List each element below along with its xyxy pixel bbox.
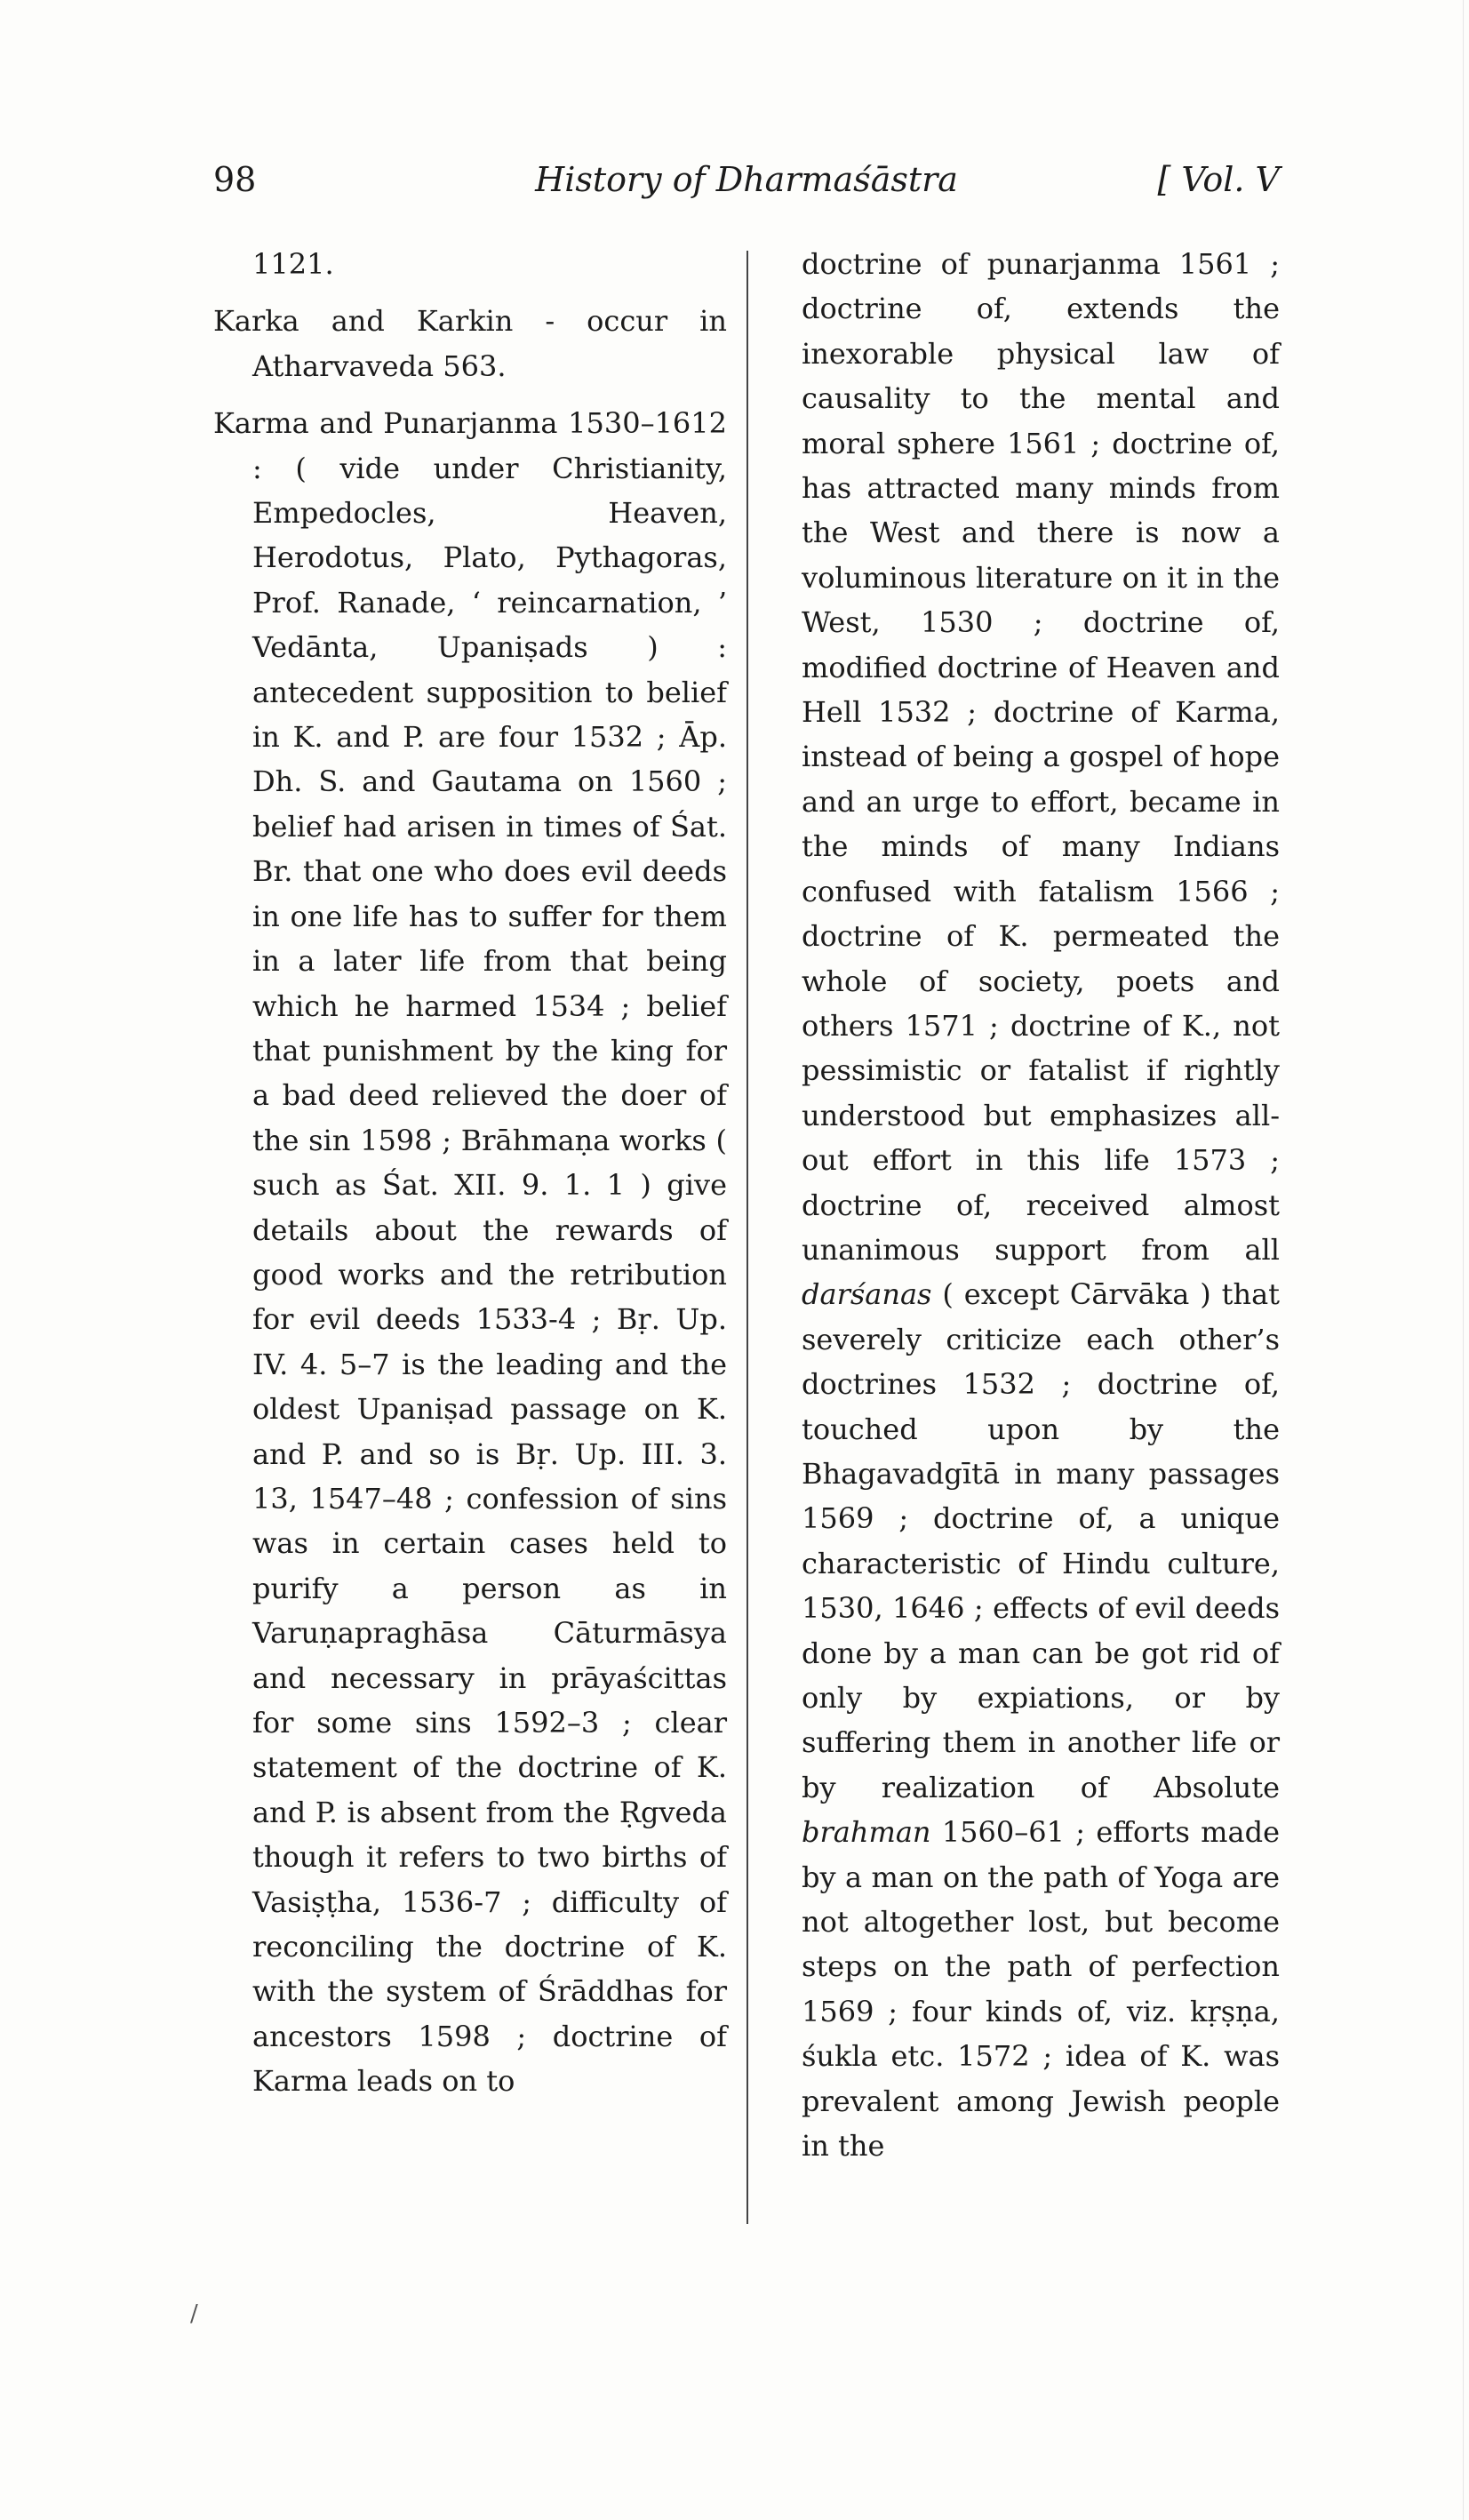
left-column xyxy=(213,242,727,2116)
right-column-text xyxy=(802,242,1280,2168)
right-column xyxy=(802,242,1280,2168)
text-segment: 1560–61 ; efforts made by a man on the path of Yoga are not altogether lost, but become steps on the path of perfection 1569 ; four kinds of, viz. kṛṣṇa, śukla etc. 1572 ; idea of K. was prevalent among Jewish people in the xyxy=(802,1815,1281,2164)
text-segment: doctrine of punarjanma 1561 ; doctrine of, extends the inexorable physical law of causality to the mental and moral sphere 1561 ; doctrine of, has attracted many minds from the West and there is now a voluminous literature on it in the West, 1530 ; doctrine of, modified doctrine of Heaven and Hell 1532 ; doctrine of Karma, instead of being a gospel of hope and an urge to effort, became in the minds of many Indians confused with fatalism 1566 ; doctrine of K. permeated the whole of society, poets and others 1571 ; doctrine of K., not pessimistic or fatalist if rightly understood but emphasizes all-out effort in this life 1573 ; doctrine of, received almost unanimous support from all xyxy=(802,247,1280,1267)
volume-label: [ Vol. V xyxy=(1157,160,1280,199)
running-title: History of Dharmaśāstra xyxy=(535,160,958,199)
italic-term-darsanas: darśanas xyxy=(802,1277,932,1312)
index-entry-karka: Karka and Karkin - occur in Atharvaveda 563. xyxy=(213,304,727,383)
continued-number: 1121. xyxy=(252,247,334,281)
column-divider xyxy=(746,251,748,2224)
stray-mark: / xyxy=(190,2300,198,2327)
page-edge-rule xyxy=(1463,0,1464,2520)
index-entry-karma-punarjanma: Karma and Punarjanma 1530–1612 : ( vide under Christianity, Empedocles, Heaven, Herodotus, Plato, Pythagoras, Prof. Ranade, ‘ reincarnation, ’ Vedānta, Upaniṣads ) : antecedent supposition to belief in K. and P. are four 1532 ; Āp. Dh. S. and Gautama on 1560 ; belief had arisen in times of Śat. Br. that one who does evil deeds in one life has to suffer for them in a later life from that being which he harmed 1534 ; belief that punishment by the king for a bad deed relieved the doer of the sin 1598 ; Brāhmaṇa works ( such as Śat. XII. 9. 1. 1 ) give details about the rewards of good works and the retribution for evil deeds 1533-4 ; Bṛ. Up. IV. 4. 5–7 is the leading and the oldest Upaniṣad passage on K. and P. and so is Bṛ. Up. III. 3. 13, 1547–48 ; confession of sins was in certain cases held to purify a person as in Varuṇapraghāsa Cāturmāsya and necessary in prāyaścittas for some sins 1592–3 ; clear statement of the doctrine of K. and P. is absent from the Ṛgveda though it refers to two births of Vasiṣṭha, 1536-7 ; difficulty of reconciling the doctrine of K. with the system of Śrāddhas for ancestors 1598 ; doctrine of Karma leads on to xyxy=(213,406,727,2099)
page-header xyxy=(213,160,1280,213)
page-number: 98 xyxy=(213,160,257,199)
text-segment: ( except Cārvāka ) that severely criticize each other’s doctrines 1532 ; doctrine of, touched upon by the Bhagavadgītā in many passages 1569 ; doctrine of, a unique characteristic of Hindu culture, 1530, 1646 ; effects of evil deeds done by a man can be got rid of only by expiations, or by suffering them in another life or by realization of Absolute xyxy=(802,1277,1281,1804)
italic-term-brahman: brahman xyxy=(802,1815,931,1850)
